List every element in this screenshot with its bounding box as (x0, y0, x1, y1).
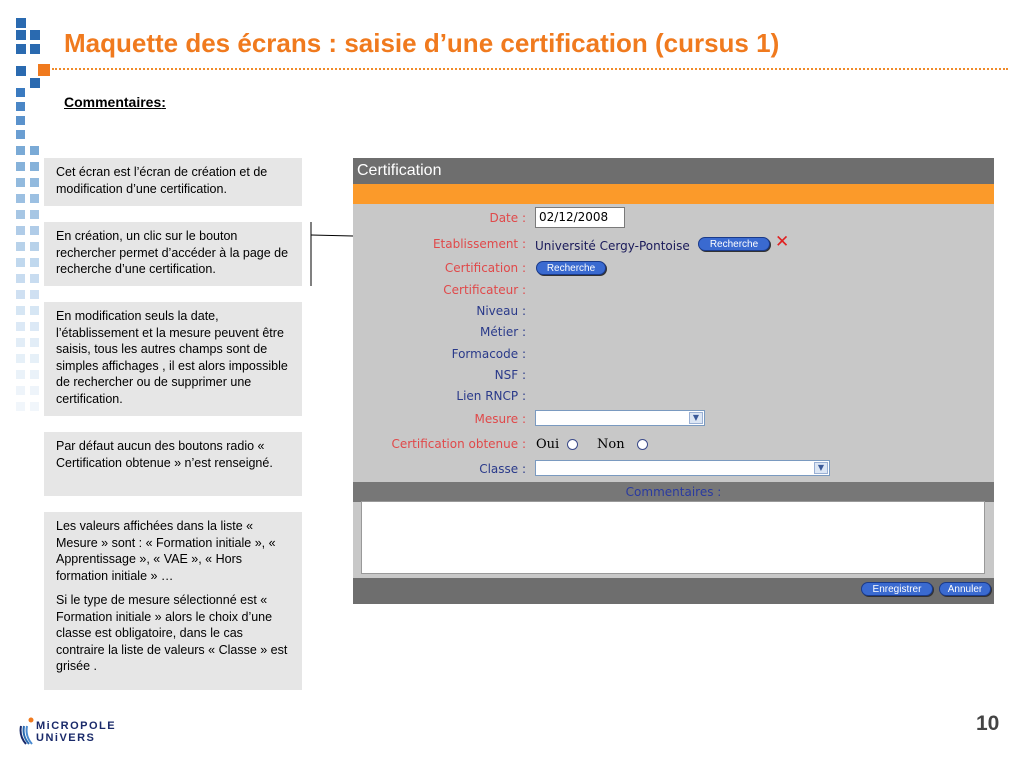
cancel-button[interactable]: Annuler (939, 582, 991, 596)
niveau-label: Niveau : (476, 304, 526, 318)
note-text: En création, un clic sur le bouton rechercher permet d’accéder à la page de recherche d’une certification. (56, 229, 289, 276)
certification-form (353, 158, 994, 604)
etablissement-value: Université Cergy-Pontoise (535, 239, 690, 253)
date-label: Date : (489, 211, 526, 225)
etablissement-search-button[interactable]: Recherche (698, 237, 770, 251)
logo-text (36, 720, 116, 744)
formacode-label: Formacode : (451, 347, 526, 361)
form-header: Certification (353, 158, 994, 184)
logo-line-2: UNiVERS (36, 732, 96, 744)
chevron-down-icon: ▼ (689, 412, 703, 424)
radio-non[interactable] (637, 439, 648, 450)
note-text: Les valeurs affichées dans la liste « Mesure » sont : « Formation initiale », « Apprentissage », « VAE », « Hors formation initiale » … (56, 519, 276, 583)
logo-mark-icon (18, 716, 36, 746)
metier-label: Métier : (480, 325, 526, 339)
comments-heading-text: Commentaires (64, 94, 162, 110)
classe-select[interactable] (535, 460, 830, 476)
radio-oui[interactable] (567, 439, 578, 450)
logo-line-1: MiCROPOLE (36, 720, 117, 732)
commentaires-label: Commentaires : (625, 485, 722, 499)
certification-search-button[interactable]: Recherche (536, 261, 606, 275)
mesure-label: Mesure : (474, 412, 526, 426)
nsf-label: NSF : (494, 368, 526, 382)
note-text: En modification seuls la date, l’établissement et la mesure peuvent être saisis, tous les autres champs sont de simples affichages , il est alors impossible de rechercher ou de supprimer une certification. (56, 309, 288, 406)
etablissement-label: Etablissement : (432, 237, 526, 251)
slide-title: Maquette des écrans : saisie d’une certification (cursus 1) (64, 28, 780, 58)
comments-textarea[interactable] (361, 501, 985, 574)
lien-rncp-label: Lien RNCP : (456, 389, 526, 403)
save-button[interactable]: Enregistrer (861, 582, 933, 596)
page-number: 10 (976, 712, 1000, 735)
certification-label: Certification : (444, 261, 526, 275)
certification-obtenue-label: Certification obtenue : (391, 437, 526, 451)
micropole-logo (18, 716, 36, 751)
radio-non-label: Non (597, 437, 625, 452)
certificateur-label: Certificateur : (443, 283, 526, 297)
note-text: Si le type de mesure sélectionné est « Formation initiale » alors le choix d’une classe est obligatoire, dans le cas contraire la liste de valeurs « Classe » est grisée . (56, 593, 288, 673)
chevron-down-icon: ▼ (814, 462, 828, 474)
comments-heading-colon: : (161, 94, 166, 110)
date-input[interactable]: 02/12/2008 (535, 207, 625, 228)
delete-icon[interactable]: ✕ (775, 232, 790, 252)
note-text: Par défaut aucun des boutons radio « Certification obtenue » n’est renseigné. (56, 439, 273, 470)
accent-bar (353, 184, 994, 204)
note-text: Cet écran est l’écran de création et de modification d’une certification. (56, 165, 268, 196)
classe-label: Classe : (479, 462, 526, 476)
radio-oui-label: Oui (536, 437, 560, 452)
mesure-select[interactable] (535, 410, 705, 426)
